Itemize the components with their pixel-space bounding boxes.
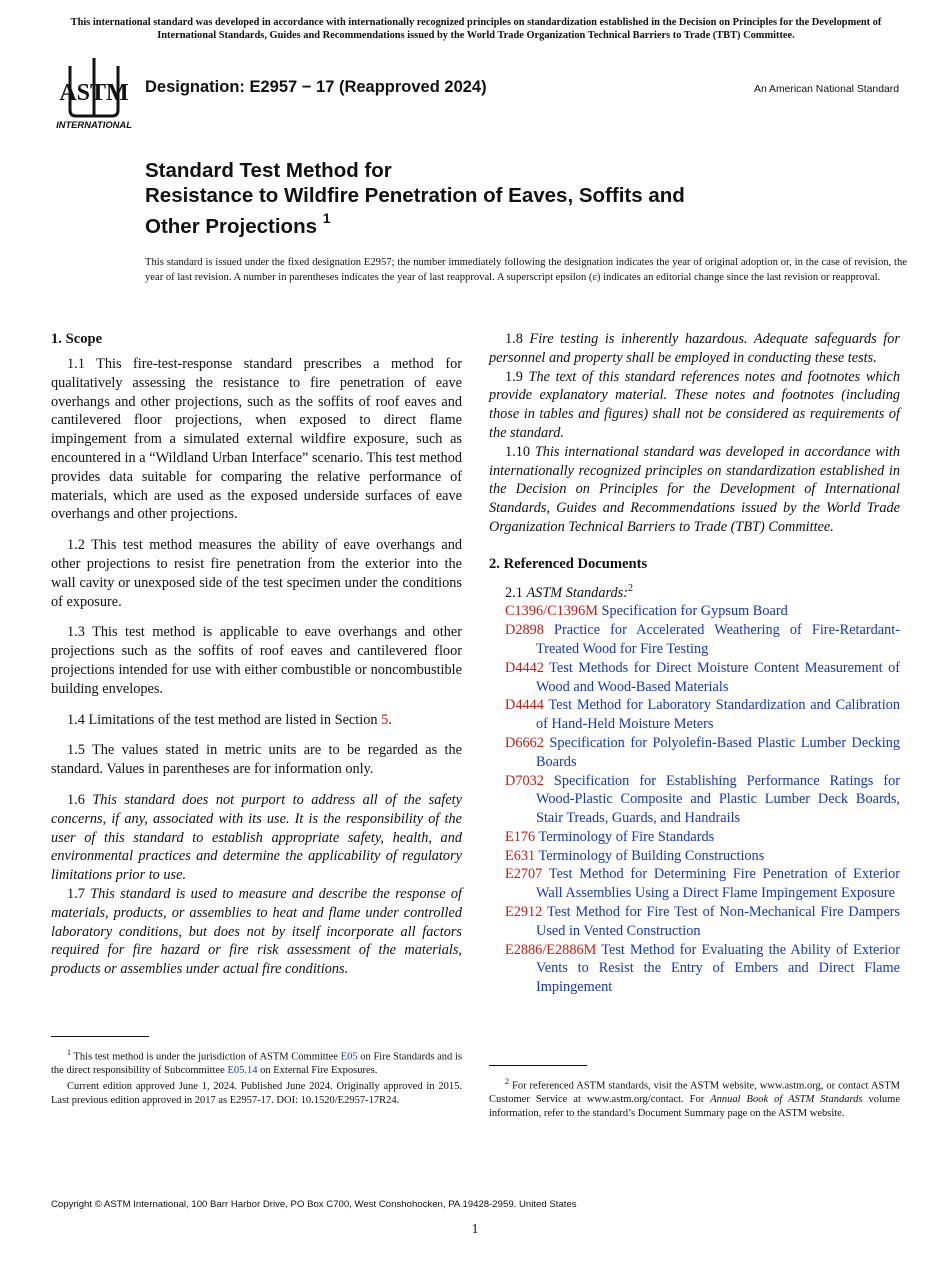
footnote-2-mark: 2 [505,1077,509,1086]
reference-item [505,865,900,903]
reference-title-link[interactable]: Terminology of Fire Standards [538,828,715,845]
footnote-2-text-a: For referenced ASTM standards, visit the ASTM website, www.astm.org, or contact ASTM Customer Service at www.astm.org/contact. For [489,1080,900,1106]
reference-title-link[interactable]: Test Methods for Direct Moisture Content Measurement of Wood and Wood-Based Materials [536,659,900,695]
scope-heading: 1. Scope [51,331,103,347]
scope-1-9-text: The text of this standard references notes and footnotes which provide explanatory material. These notes and footnotes (including those in tables and figures) shall not be considered as requirements of the standard. [489,368,900,441]
footnote-2-para [489,1075,900,1121]
reference-code-link[interactable]: E2912 [505,904,543,921]
scope-1-9 [489,368,900,443]
astm-standards-num: 2.1 [505,584,527,601]
committee-e05-link[interactable]: E05 [340,1051,358,1063]
reference-code-link[interactable]: E2707 [505,866,543,883]
reference-code-link[interactable]: D2898 [505,622,544,639]
astm-standards-footnote-mark[interactable]: 2 [628,582,633,594]
scope-1-2: 1.2 This test method measures the ability of eave overhangs and other projections to resist fire penetration from the exterior into the wall cavity or unexposed side of the test specimen under the conditions of exposure. [51,537,462,610]
reference-title-link[interactable]: Practice for Accelerated Weathering of Fire-Retardant-Treated Wood for Fire Testing [536,622,901,657]
scope-1-10-text: This international standard was developed in accordance with internationally recognized principles on standardization established in the Decision on Principles for the Development of International Standards, Guides and Recommendations issued by the World Trade Organization Technical Barriers to Trade (TBT) Committee. [489,443,901,535]
reference-code-link[interactable]: E176 [505,828,536,845]
reference-title-link[interactable]: Test Method for Evaluating the Ability of Exterior Vents to Resist the Entry of Embers and Direct Flame Impingement [536,941,900,996]
title-line-2: Resistance to Wildfire Penetration of Eaves, Soffits and [145,184,685,207]
reference-code-link[interactable]: D4444 [505,697,544,714]
astm-logo [52,56,136,132]
scope-1-7-text: This standard is used to measure and describe the response of materials, products, or assemblies to heat and flame under controlled laboratory conditions, but does not by itself incorporate all factors required for fire hazard or fire risk assessment of the materials, products or assemblies under actual fire conditions. [51,885,462,978]
scope-1-9-num: 1.9 [505,368,529,385]
reference-title-link[interactable]: Test Method for Laboratory Standardization and Calibration of Hand-Held Moisture Meters [536,697,900,733]
title-line-3 [145,208,805,239]
reference-item [505,696,900,734]
footnote-2-text-b: volume information, refer to the standard’s Document Summary page on the ASTM website. [489,1094,900,1120]
reference-code-link[interactable]: D7032 [505,772,544,789]
scope-1-8-text: Fire testing is inherently hazardous. Adequate safeguards for personnel and property shall be employed in conducting these tests. [489,331,900,366]
designation: Designation: E2957 − 17 (Reapproved 2024) [145,78,487,96]
scope-1-8-num: 1.8 [505,331,530,347]
referenced-documents-heading: 2. Referenced Documents [489,555,648,572]
reference-item [505,772,900,828]
footnote-1-mark: 1 [67,1048,71,1057]
document-title [145,158,805,239]
footnote-1-text-b: on Fire Standards and is the direct responsibility of Subcommittee [51,1051,462,1077]
reference-item [505,941,900,997]
reference-item [505,621,900,659]
footnote-1-para-1 [51,1046,462,1078]
astm-standards-label [489,580,900,603]
scope-1-6-num: 1.6 [67,791,93,808]
reference-code-link[interactable]: D4442 [505,659,544,676]
title-footnote-mark[interactable]: 1 [322,210,331,226]
scope-1-6-text: This standard does not purport to address all of the safety concerns, if any, associated with its use. It is the responsibility of the user of this standard to establish appropriate safety, health, and environmental practices and determine the applicability of regulatory limitations prior to use. [51,791,462,884]
astm-logo-icon [52,56,136,132]
page-number: 1 [471,1221,479,1236]
reference-code-link[interactable]: C1396/C1396M [505,603,598,620]
footnote-2 [489,1075,900,1123]
reference-title-link[interactable]: Terminology of Building Constructions [538,847,765,864]
footnote-1-para-2: Current edition approved June 1, 2024. Published June 2024. Originally approved in 2015. Last previous edition approved in 2017 as E2957-17. DOI: 10.1520/E2957-17R24. [51,1081,462,1106]
reference-item [505,659,900,697]
scope-1-6 [51,791,462,885]
preamble: This standard is issued under the fixed designation E2957; the number immediately following the designation indicates the year of original adoption or, in the case of revision, the year of last revision. A number in parentheses indicates the year of last reapproval. A superscript epsilon (ε) indicates an editorial change since the last revision or reapproval. [145,257,907,284]
right-column [489,330,900,997]
national-standard-label: An American National Standard [754,84,899,95]
reference-code-link[interactable]: D6662 [505,734,544,751]
title-line-1: Standard Test Method for [145,159,392,182]
reference-item [505,828,900,847]
reference-title-link[interactable]: Specification for Polyolefin-Based Plastic Lumber Decking Boards [536,734,900,770]
svg-text:INTERNATIONAL: INTERNATIONAL [56,119,132,130]
subcommittee-e05-14-link[interactable]: E05.14 [227,1065,258,1077]
scope-1-4-text: 1.4 Limitations of the test method are listed in Section [67,711,382,728]
scope-1-3: 1.3 This test method is applicable to eave overhangs and other projections such as the soffits of roof eaves and cantilevered floor projections intended for use with either combustible or noncombustible building envelopes. [51,624,462,697]
footnote-1-text-a: This test method is under the jurisdiction of ASTM Committee [71,1051,341,1063]
scope-1-8 [489,330,900,368]
title-line-3-text: Other Projections [145,214,318,238]
reference-item [505,734,900,772]
scope-1-7-num: 1.7 [67,885,91,902]
scope-1-5: 1.5 The values stated in metric units are to be regarded as the standard. Values in parentheses are for information only. [51,742,462,778]
reference-title-link[interactable]: Test Method for Determining Fire Penetration of Exterior Wall Assemblies Using a Direct Flame Impingement Exposure [536,866,900,902]
left-column [51,330,462,979]
scope-1-4 [51,711,462,730]
astm-standards-text: ASTM Standards: [526,584,628,601]
reference-title-link[interactable]: Specification for Establishing Performance Ratings for Wood-Plastic Composite and Plastic Lumber Deck Boards, Stair Treads, Guards, and Handrails [536,772,900,827]
scope-1-7 [51,885,462,979]
footnote-1 [51,1046,462,1110]
scope-1-4-end: . [388,711,392,728]
footnote-1-text-c: on External Fire Exposures. [257,1065,378,1077]
reference-title-link[interactable]: Specification for Gypsum Board [601,603,788,620]
footnote-rule-right [489,1065,587,1066]
reference-code-link[interactable]: E631 [505,847,536,864]
section-5-link[interactable]: 5 [381,711,389,728]
scope-1-1: 1.1 This fire-test-response standard prescribes a method for qualitatively assessing the resistance to fire penetration of eave overhangs and other projections, such as the soffits of roof eaves and cantilevered floor projections, when exposed to direct flame impingement from a simulated external wildfire exposure, such as encountered in a “Wildland Urban Interface” scenario. This test method provides data suitable for comparing the relative performance of materials, which are used as the exposed underside surfaces of eave overhangs and other projections. [51,356,462,523]
scope-1-10-num: 1.10 [505,443,535,460]
scope-1-10 [489,443,900,537]
reference-title-link[interactable]: Test Method for Fire Test of Non-Mechanical Fire Dampers Used in Vented Construction [536,904,900,939]
footnote-2-italic: Annual Book of ASTM Standards [710,1094,863,1106]
footnote-rule-left [51,1036,149,1037]
copyright: Copyright © ASTM International, 100 Barr Harbor Drive, PO Box C700, West Conshohocken, PA 19428-2959. United States [51,1199,577,1210]
reference-code-link[interactable]: E2886/E2886M [505,941,597,958]
top-notice: This international standard was developed in accordance with internationally recognized principles on standardization established in the Decision on Principles for the Development of International Standards, Guides and Recommendations issued by the World Trade Organization Technical Barriers to Trade (TBT) Committee. [70,17,882,41]
reference-item [505,903,900,941]
reference-item [505,602,900,621]
svg-text:ASTM: ASTM [59,80,129,106]
reference-item [505,847,900,866]
reference-list [489,602,900,997]
